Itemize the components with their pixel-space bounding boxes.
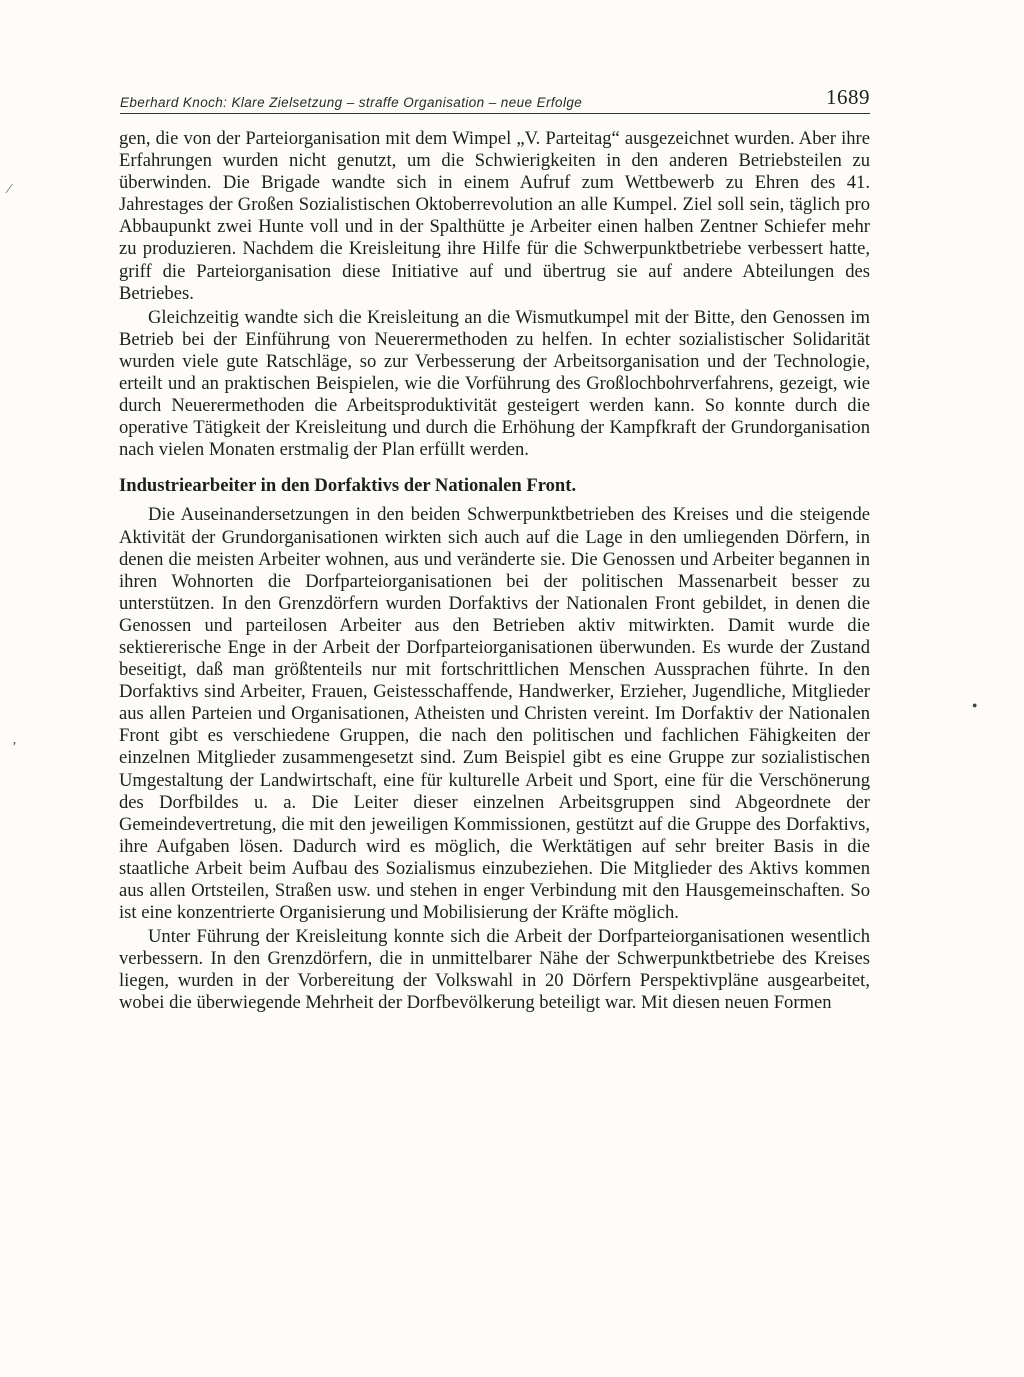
paragraph: Die Auseinandersetzungen in den beiden Schwerpunktbetrieben des Kreises und die steigende Aktivität der Grundorganisationen wirkten sich auch auf die Lage in den umliegenden Dörfern, in denen die meisten Arbeiter wohnen, aus und veränderte sie. Die Genossen und Arbeiter begannen in ihren Wohnorten die Dorfparteiorganisationen bei der politischen Massenarbeit besser zu unterstützen. In den Grenzdörfern wurden Dorfaktivs der Nationalen Front gebildet, in denen die Genossen und parteilosen Arbeiter aus den Betrieben aktiv mitwirkten. Damit wurde die sektiererische Enge in der Arbeit der Dorfparteiorganisationen überwunden. Es wurde der Zustand beseitigt, daß man größtenteils nur mit fortschrittlichen Menschen Aussprachen führte. In den Dorfaktivs sind Arbeiter, Frauen, Geistesschaffende, Handwerker, Erzieher, Jugendliche, Mitglieder aus allen Parteien und Organisationen, Atheisten und Christen vereint. Im Dorfaktiv der Nationalen Front gibt es verschiedene Gruppen, die nach den politischen und fachlichen Fähigkeiten der einzelnen Mitglieder zusammengesetzt sind. Zum Beispiel gibt es eine Gruppe zur sozialistischen Umgestaltung der Landwirtschaft, eine für kulturelle Arbeit und Sport, eine für die Verschönerung des Dorfbildes u. a. Die Leiter dieser einzelnen Arbeitsgruppen sind Abgeordnete der Gemeindevertretung, die mit den jeweiligen Kommissionen, gestützt auf die Gruppe des Dorfaktivs, ihre Aufgaben lösen. Dadurch wird es möglich, die Werktätigen auf sehr breiter Basis in die staatliche Arbeit beim Aufbau des Sozialismus einzubeziehen. Die Mitglieder des Aktivs kommen aus allen Ortsteilen, Straßen usw. und stehen in enger Verbindung mit den Hausgemeinschaften. So ist eine konzentrierte Organisierung und Mobilisierung der Kräfte möglich. — [119, 504, 870, 924]
running-head — [120, 84, 870, 110]
page-number: 1689 — [826, 85, 870, 109]
margin-mark: ⁄ — [8, 182, 11, 197]
header-rule — [120, 113, 870, 114]
margin-mark: ● — [972, 700, 978, 710]
margin-mark: ʼ — [12, 740, 17, 755]
paragraph: gen, die von der Parteiorganisation mit dem Wimpel „V. Parteitag“ ausgezeichnet wurden. Aber ihre Erfahrungen wurden nicht genutzt, um die Schwierigkeiten in den anderen Betriebsteilen zu überwinden. Die Brigade wandte sich in einem Aufruf zum Wettbewerb zu Ehren des 41. Jahrestages der Großen Sozialistischen Oktoberrevolution an alle Kumpel. Ziel soll sein, täglich pro Abbaupunkt zwei Hunte voll und in der Spalthütte je Arbeiter einen halben Zentner Schiefer mehr zu produzieren. Nachdem die Kreisleitung ihre Hilfe für die Schwerpunktbetriebe verbessert hatte, griff die Parteiorganisation diese Initiative auf und übertrug sie auf andere Abteilungen des Betriebes. — [119, 128, 870, 304]
running-head-title: Eberhard Knoch: Klare Zielsetzung – straffe Organisation – neue Erfolge — [120, 95, 583, 110]
paragraph: Gleichzeitig wandte sich die Kreisleitung an die Wismutkumpel mit der Bitte, den Genossen im Betrieb bei der Einführung von Neuerermethoden zu helfen. In echter sozialistischer Solidarität wurden viele gute Ratschläge, so zur Verbesserung der Arbeitsorganisation und der Technologie, erteilt und an praktischen Beispielen, wie die Vorführung des Großlochbohrverfahrens, gezeigt, wie durch Neuerermethoden die Arbeitsproduktivität gesteigert werden kann. So konnte durch die operative Tätigkeit der Kreisleitung und durch die Erhöhung der Kampfkraft der Grundorganisation nach vielen Monaten erstmalig der Plan erfüllt werden. — [119, 306, 870, 461]
paragraph: Unter Führung der Kreisleitung konnte sich die Arbeit der Dorfparteiorganisationen wesentlich verbessern. In den Grenzdörfern, die in unmittelbarer Nähe der Schwerpunktbetriebe des Kreises liegen, wurden in der Vorbereitung der Volkswahl in 20 Dörfern Perspektivpläne ausgearbeitet, wobei die überwiegende Mehrheit der Dorfbevölkerung beteiligt war. Mit diesen neuen Formen — [119, 926, 870, 1014]
section-heading: Industriearbeiter in den Dorfaktivs der Nationalen Front. — [119, 475, 577, 497]
body-text — [119, 128, 870, 1015]
